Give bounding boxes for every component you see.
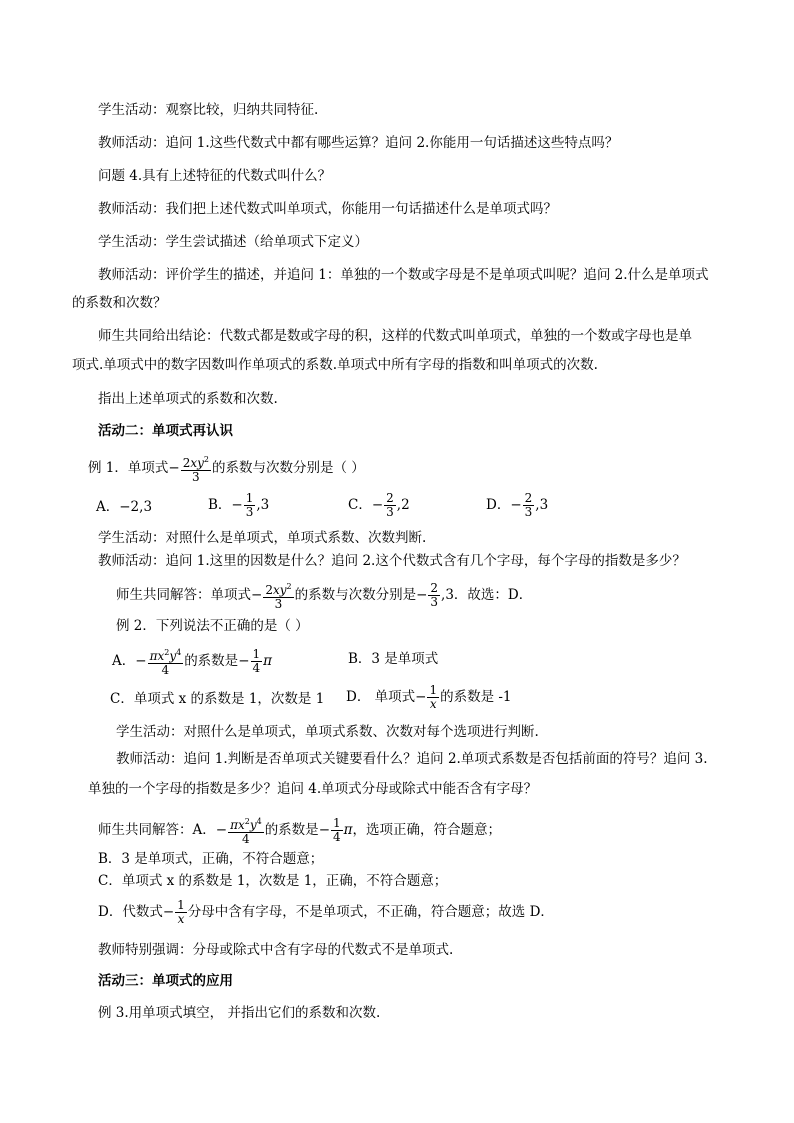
example-1-option-a: A．−2,3	[96, 499, 153, 515]
heading-activity-3: 活动三：单项式的应用	[98, 973, 233, 989]
example-2: 例 2．下列说法不正确的是（ ）	[116, 618, 309, 634]
answer-2-a: 师生共同解答：A．− $\frac{\pi x^2y^4}{4}$ 的系数是− $\frac{1}{4}$ π，选项正确，符合题意；	[98, 816, 502, 846]
answer-2-b: B．3 是单项式，正确，不符合题意；	[98, 851, 324, 867]
answer-2-d: D．代数式− $\frac{1}{x}$ 分母中含有字母，不是单项式，不正确，符合题意；故选 D．	[98, 898, 554, 926]
example-1-prefix: 例 1．单项式	[88, 460, 169, 476]
answer-2-c: C．单项式 x 的系数是 1，次数是 1，正确，不符合题意；	[98, 873, 448, 889]
teacher-activity-define: 教师活动：我们把上述代数式叫单项式，你能用一句话描述什么是单项式吗？	[98, 201, 557, 217]
example-1-option-d: D．− $\frac{2}{3}$ ,3	[486, 491, 549, 519]
question-4: 问题 4.具有上述特征的代数式叫什么？	[98, 168, 332, 184]
example-2-option-b: B．3 是单项式	[348, 651, 439, 667]
teacher-activity-factor: 教师活动：追问 1.这里的因数是什么？追问 2.这个代数式含有几个字母，每个字母的指数是多少？	[98, 553, 686, 569]
heading-activity-2: 活动二：单项式再认识	[98, 423, 233, 439]
answer-1: 师生共同解答：单项式− $\frac{2xy^2}{3}$ 的系数与次数分别是− $\frac{2}{3}$ ,3．故选：D．	[116, 581, 533, 611]
example-2-option-d: D． 单项式− $\frac{1}{x}$ 的系数是 -1	[346, 683, 512, 711]
conclusion-b: 项式.单项式中的数字因数叫作单项式的系数.单项式中所有字母的指数和叫单项式的次数.	[72, 357, 598, 373]
student-activity-describe: 学生活动：学生尝试描述（给单项式下定义）	[98, 234, 368, 250]
example-2-option-c: C．单项式 x 的系数是 1，次数是 1	[110, 691, 325, 707]
student-activity-observe: 学生活动：观察比较，归纳共同特征.	[98, 102, 319, 118]
example-1-option-c: C．− $\frac{2}{3}$ ,2	[348, 491, 410, 519]
teacher-emphasis: 教师特别强调：分母或除式中含有字母的代数式不是单项式.	[98, 942, 454, 958]
example-1-suffix: 的系数与次数分别是（ ）	[211, 460, 365, 476]
student-activity-judge: 学生活动：对照什么是单项式，单项式系数、次数判断.	[98, 530, 427, 546]
example-1-option-b: B．− $\frac{1}{3}$ ,3	[208, 491, 270, 519]
fraction-2xy2-over-3: $\frac{2xy^2}{3}$	[182, 455, 209, 484]
teacher-activity-evaluate-b: 的系数和次数？	[72, 295, 167, 311]
example-3: 例 3.用单项式填空， 并指出它们的系数和次数.	[98, 1005, 381, 1021]
example-1: 例 1．单项式− $\frac{2xy^2}{3}$ 的系数与次数分别是（ ）	[88, 455, 365, 484]
teacher-activity-key-b: 单独的一个字母的指数是多少？追问 4.单项式分母或除式中能否含有字母？	[88, 781, 538, 797]
instruction-point-out: 指出上述单项式的系数和次数.	[98, 391, 278, 407]
conclusion-a: 师生共同给出结论：代数式都是数或字母的积，这样的代数式叫单项式，单独的一个数或字母也是单	[98, 328, 692, 344]
teacher-activity-evaluate-a: 教师活动：评价学生的描述，并追问 1：单独的一个数或字母是不是单项式叫呢？追问 2.什么是单项式	[98, 267, 709, 283]
example-2-option-a: A．− $\frac{\pi x^2y^4}{4}$ 的系数是− $\frac{1}{4}$ π	[112, 647, 273, 677]
teacher-activity-question-1: 教师活动：追问 1.这些代数式中都有哪些运算？追问 2.你能用一句话描述这些特点吗？	[98, 135, 619, 151]
teacher-activity-key-a: 教师活动：追问 1.判断是否单项式关键要看什么？追问 2.单项式系数是否包括前面的符号？追问 3.	[116, 751, 708, 767]
student-activity-each-option: 学生活动：对照什么是单项式，单项式系数、次数对每个选项进行判断.	[116, 724, 539, 740]
